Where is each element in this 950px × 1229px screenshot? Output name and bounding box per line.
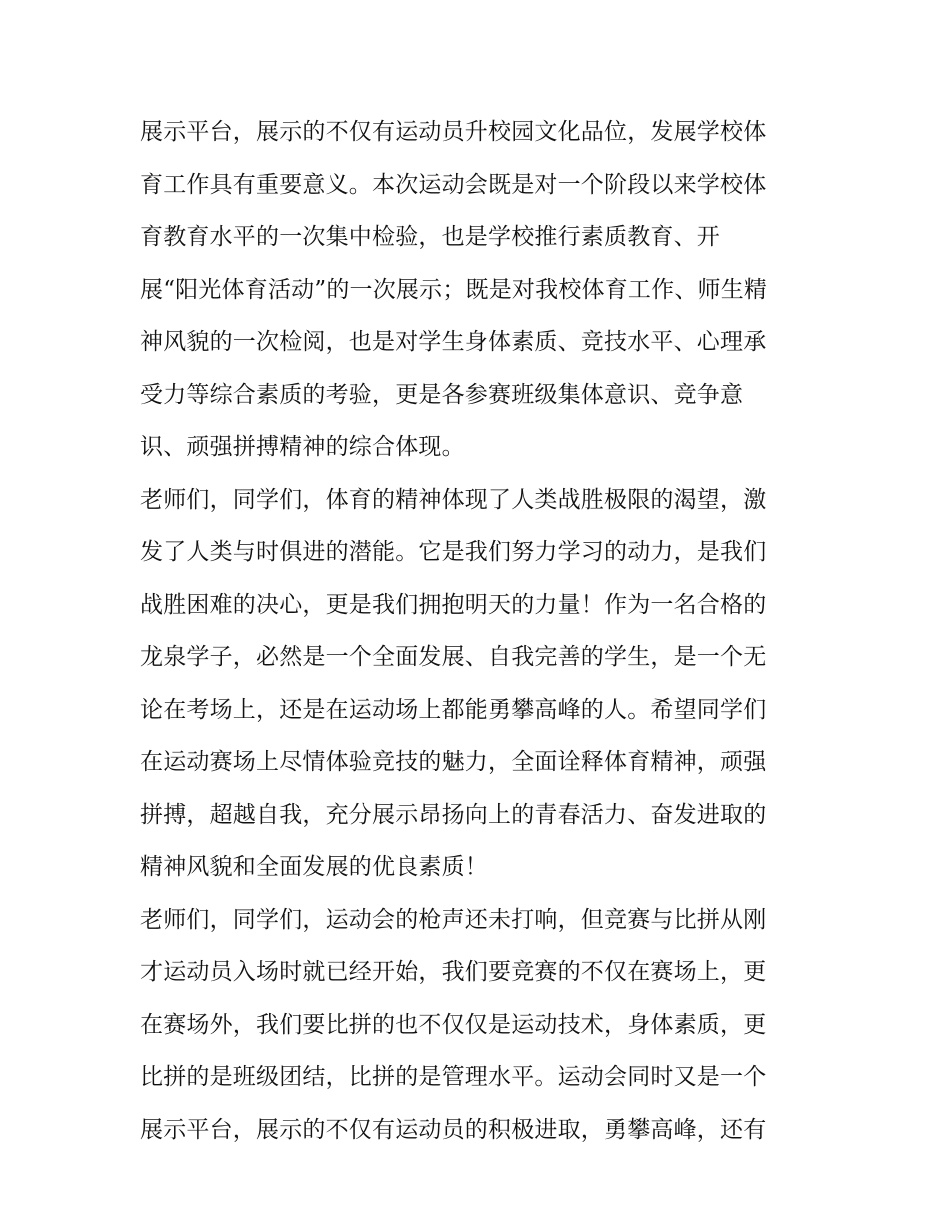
text-line: 老师们，同学们，运动会的枪声还未打响，但竞赛与比拼从刚 (140, 906, 767, 933)
text-line: 战胜困难的决心，更是我们拥抱明天的力量！作为一名合格的 (140, 591, 767, 618)
text-line: 比拼的是班级团结，比拼的是管理水平。运动会同时又是一个 (140, 1064, 767, 1090)
text-line: 老师们，同学们，体育的精神体现了人类战胜极限的渴望，激 (140, 486, 767, 513)
text-line: 在运动赛场上尽情体验竞技的魅力，全面诠释体育精神，顽强 (140, 749, 767, 775)
text-line: 发了人类与时俱进的潜能。它是我们努力学习的动力，是我们 (140, 539, 767, 565)
text-line: 拼搏，超越自我，充分展示昂扬向上的青春活力、奋发进取的 (140, 801, 767, 828)
text-line: 在赛场外，我们要比拼的也不仅仅是运动技术，身体素质，更 (140, 1011, 767, 1038)
text-line: 育工作具有重要意义。本次运动会既是对一个阶段以来学校体 (140, 171, 767, 198)
text-line: 识、顽强拼搏精神的综合体现。 (140, 434, 465, 460)
text-line: 育教育水平的一次集中检验，也是学校推行素质教育、开 (140, 224, 720, 250)
text-line: 龙泉学子，必然是一个全面发展、自我完善的学生，是一个无 (140, 644, 767, 670)
text-line: 受力等综合素质的考验，更是各参赛班级集体意识、竞争意 (140, 381, 744, 408)
document-body (140, 106, 820, 1156)
text-line: 论在考场上，还是在运动场上都能勇攀高峰的人。希望同学们 (140, 696, 767, 723)
text-line: 精神风貌和全面发展的优良素质！ (140, 854, 488, 880)
text-line: 展示平台，展示的不仅有运动员的积极进取，勇攀高峰，还有 (140, 1116, 767, 1143)
text-line: 神风貌的一次检阅，也是对学生身体素质、竞技水平、心理承 (140, 329, 767, 355)
text-line: 展“阳光体育活动”的一次展示；既是对我校体育工作、师生精 (140, 276, 768, 303)
text-line: 才运动员入场时就已经开始，我们要竞赛的不仅在赛场上，更 (140, 959, 767, 985)
text-line: 展示平台，展示的不仅有运动员升校园文化品位，发展学校体 (140, 119, 767, 145)
